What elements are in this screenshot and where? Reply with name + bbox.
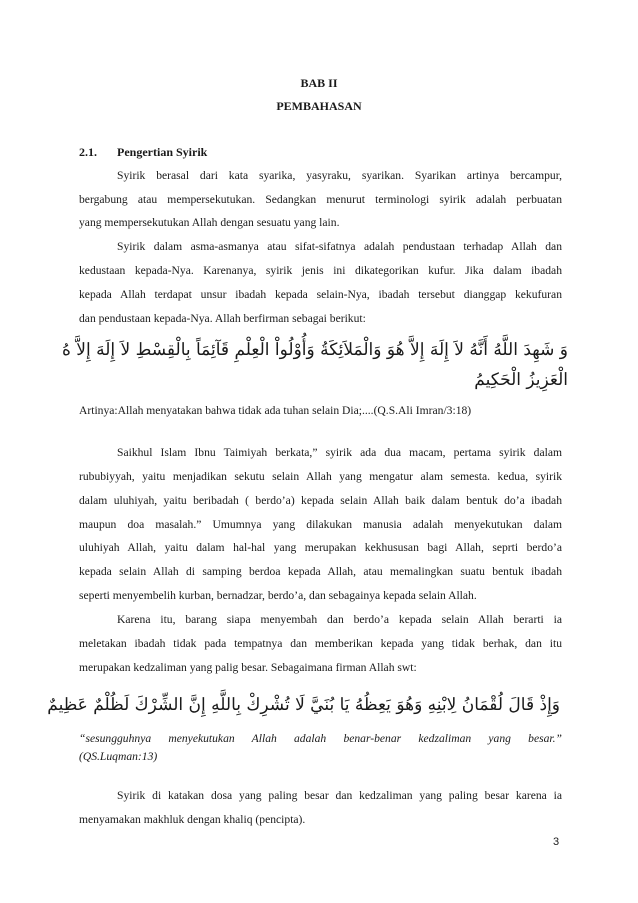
verse-reference: (QS.Luqman:13) xyxy=(79,750,158,763)
paragraph-line: Syirik di katakan dosa yang paling besar dan kedzaliman yang paling besar karena ia xyxy=(117,789,562,802)
paragraph-line: rububiyyah, yaitu menjadikan sekutu selain Allah yang mengatur alam semesta. kedua, syirik xyxy=(79,470,562,483)
paragraph-line: meletakan ibadah tidak pada tempatnya dan memberikan kepada yang tidak berhak, dan itu xyxy=(79,637,562,650)
arabic-verse-line: وَإِذْ قَالَ لُقْمَانُ لِابْنِهِ وَهُوَ يَعِظُهُ يَا بُنَيَّ لَا تُشْرِكْ بِاللَّهِ إِنَّ الشِّرْكَ لَظُلْمٌ عَظِيمٌ xyxy=(47,695,560,715)
paragraph-line: dan pendustaan kepada-Nya. Allah berfirman sebagai berikut: xyxy=(79,312,366,325)
paragraph-line: Karena itu, barang siapa menyembah dan berdo’a kepada selain Allah berarti ia xyxy=(117,613,562,626)
chapter-title: PEMBAHASAN xyxy=(276,99,362,113)
verse-translation: “sesungguhnya menyekutukan Allah adalah benar-benar kedzaliman yang besar.” xyxy=(79,732,562,745)
chapter-heading: BAB II xyxy=(300,76,338,90)
paragraph-line: seperti menyembelih kurban, bernadzar, berdo’a, dan sebagainya kepada selain Allah. xyxy=(79,589,477,602)
paragraph-line: Syirik berasal dari kata syarika, yasyraku, syarikan. Syarikan artinya bercampur, xyxy=(117,169,562,182)
paragraph-line: yang mempersekutukan Allah dengan sesuatu yang lain. xyxy=(79,216,340,229)
paragraph-line: kepada selain Allah di samping berdoa kepada Allah, atau memalingkan suatu bentuk ibadah xyxy=(79,565,562,578)
arabic-verse-line: الْعَزِيزُ الْحَكِيمُ xyxy=(474,370,568,390)
paragraph-line: maupun doa masalah.” Umumnya yang dilakukan manusia adalah menyekutukan dalam xyxy=(79,518,562,531)
paragraph-line: uluhiyah Allah, yaitu dalam hal-hal yang merupakan kekhususan bagi Allah, seprti berdo’a xyxy=(79,541,562,554)
paragraph-line: Saikhul Islam Ibnu Taimiyah berkata,” syirik ada dua macam, pertama syirik dalam xyxy=(117,446,562,459)
section-title: Pengertian Syirik xyxy=(117,145,208,159)
paragraph-line: merupakan kedzaliman yang palig besar. Sebagaimana firman Allah swt: xyxy=(79,661,417,674)
section-number: 2.1. xyxy=(79,145,97,159)
arabic-verse-line: وَ شَهِدَ اللَّهُ أَنَّهُ لاَ إِلَهَ إِلاَّ هُوَ وَالْمَلاَئِكَةُ وَأُوْلُواْ الْعِلْمِ قَآئِمَاً بِالْقِسْطِ لاَ إِلَهَ إِلاَّ هُ xyxy=(61,340,568,360)
verse-translation: Artinya:Allah menyatakan bahwa tidak ada tuhan selain Dia;....(Q.S.Ali Imran/3:18) xyxy=(79,404,472,417)
paragraph-line: Syirik dalam asma-asmanya atau sifat-sifatnya adalah pendustaan terhadap Allah dan xyxy=(117,240,562,253)
paragraph-line: bergabung atau mempersekutukan. Sedangkan menurut terminologi syirik adalah perbuatan xyxy=(79,193,562,206)
paragraph-line: kepada Allah terdapat unsur ibadah kepada selain-Nya, ibadah tersebut dianggap kekufuran xyxy=(79,288,562,301)
paragraph-line: menyamakan makhluk dengan khaliq (pencipta). xyxy=(79,813,306,826)
paragraph-line: dalam uluhiyah, yaitu beribadah ( berdo’a) kepada selain Allah baik dalam bentuk do’a ibadah xyxy=(79,494,562,507)
paragraph-line: kedustaan kepada-Nya. Karenanya, syirik jenis ini dikategorikan kufur. Jika dalam ibadah xyxy=(79,264,562,277)
page-number: 3 xyxy=(553,836,560,848)
